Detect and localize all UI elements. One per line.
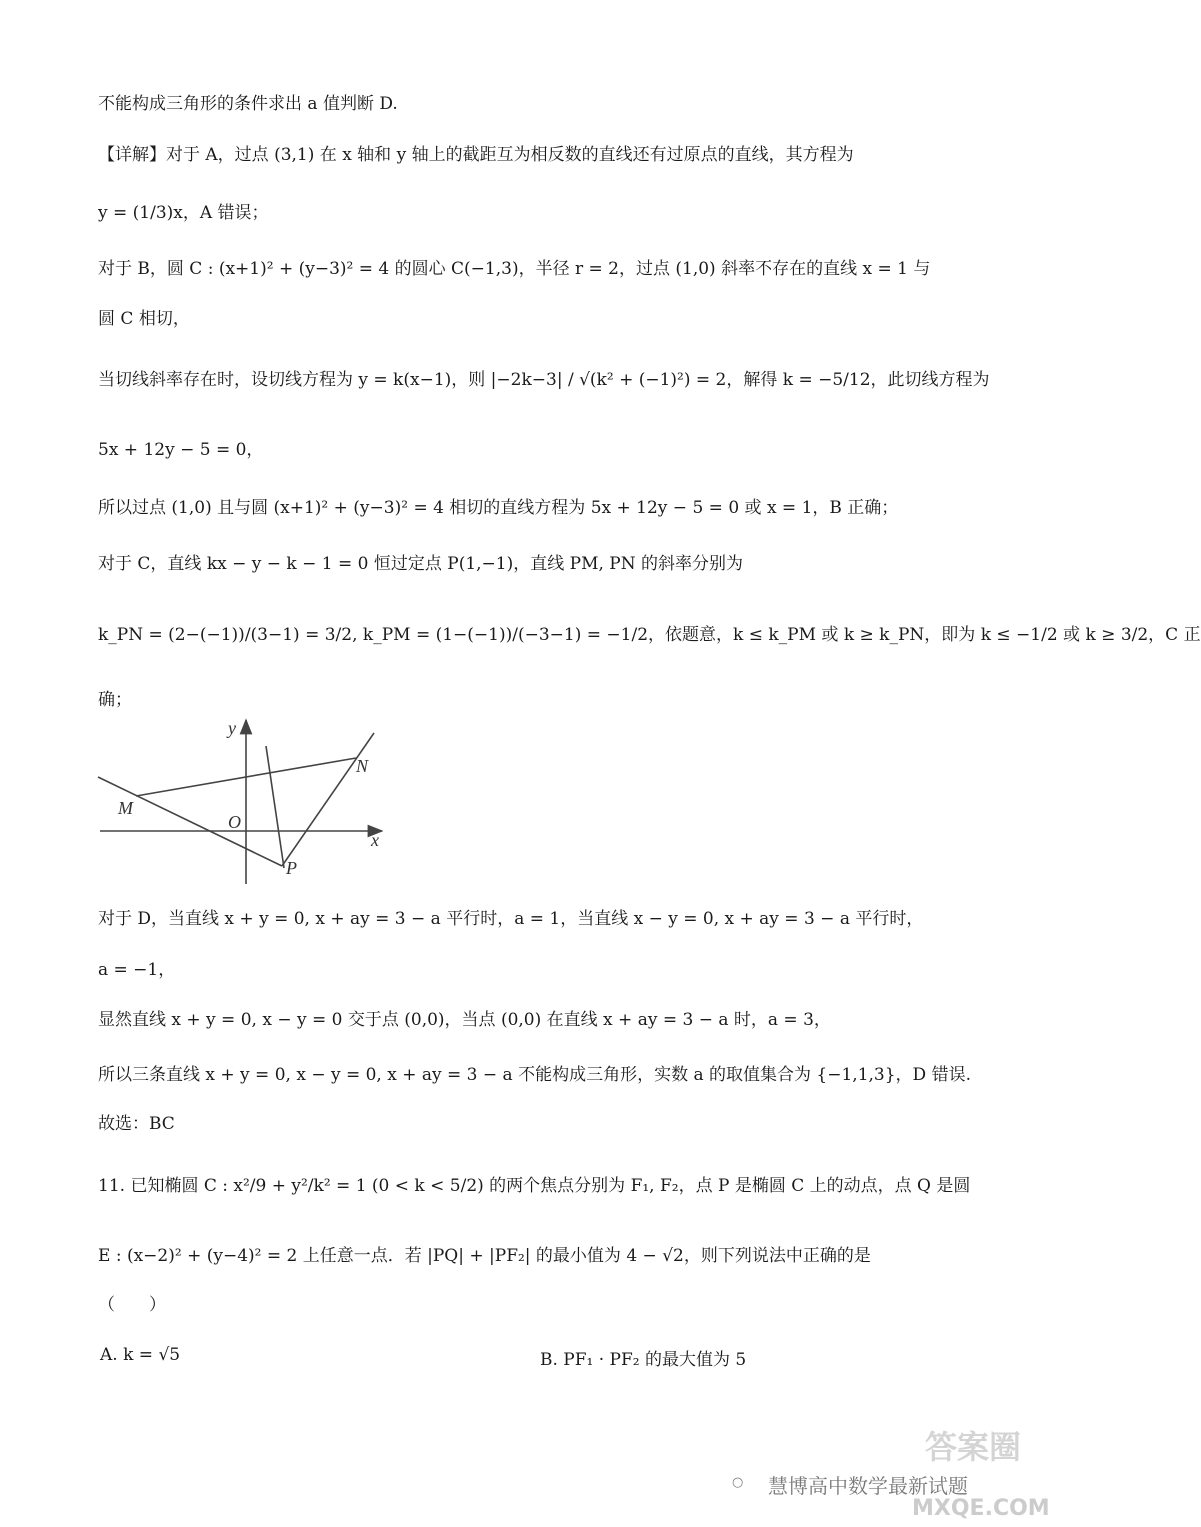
text-line: 所以三条直线 x + y = 0, x − y = 0, x + ay = 3 − a 不能构成三角形，实数 a 的取值集合为 {−1,1,3}，D 错误. <box>98 1065 971 1085</box>
point-m-label: M <box>118 798 133 818</box>
origin-label: O <box>228 812 241 832</box>
choice-b: B. PF₁ · PF₂ 的最大值为 5 <box>540 1350 747 1370</box>
text-line: 对于 C，直线 kx − y − k − 1 = 0 恒过定点 P(1,−1)，直线 PM, PN 的斜率分别为 <box>98 554 744 574</box>
text-line: 5x + 12y − 5 = 0， <box>98 440 264 460</box>
text-line: 显然直线 x + y = 0, x − y = 0 交于点 (0,0)，当点 (0,0) 在直线 x + ay = 3 − a 时，a = 3， <box>98 1010 831 1030</box>
geometry-figure <box>96 716 396 888</box>
steep-line <box>266 746 284 868</box>
wechat-icon: ○ <box>732 1475 744 1490</box>
text-line: 故选：BC <box>98 1114 175 1134</box>
text-line: a = −1， <box>98 960 176 980</box>
text-line: 对于 B，圆 C : (x+1)² + (y−3)² = 4 的圆心 C(−1,3)，半径 r = 2，过点 (1,0) 斜率不存在的直线 x = 1 与 <box>98 259 931 279</box>
text-line: 所以过点 (1,0) 且与圆 (x+1)² + (y−3)² = 4 相切的直线方程为 5x + 12y − 5 = 0 或 x = 1，B 正确； <box>98 498 899 518</box>
watermark-text: 慧博高中数学最新试题 <box>768 1474 968 1498</box>
text-line: 当切线斜率存在时，设切线方程为 y = k(x−1)，则 |−2k−3| / √(k² + (−1)²) = 2，解得 k = −5/12，此切线方程为 <box>98 370 990 390</box>
x-axis-label: x <box>371 830 379 850</box>
text-line: 确； <box>98 690 132 710</box>
watermark-site: MXQE.COM <box>912 1496 1050 1521</box>
text-line: 不能构成三角形的条件求出 a 值判断 D. <box>98 94 398 114</box>
line-through-m <box>98 777 282 866</box>
point-n-label: N <box>356 756 369 776</box>
text-line: 【详解】对于 A，过点 (3,1) 在 x 轴和 y 轴上的截距互为相反数的直线还有过原点的直线，其方程为 <box>98 145 854 165</box>
question-stem-line: 11. 已知椭圆 C : x²/9 + y²/k² = 1 (0 < k < 5/2) 的两个焦点分别为 F₁, F₂，点 P 是椭圆 C 上的动点，点 Q 是圆 <box>98 1176 971 1196</box>
text-line: y = (1/3)x，A 错误； <box>98 203 269 223</box>
point-p-label: P <box>286 858 297 878</box>
choice-a: A. k = √5 <box>100 1345 181 1365</box>
y-axis-label: y <box>228 718 236 738</box>
text-line: 对于 D，当直线 x + y = 0, x + ay = 3 − a 平行时，a = 1，当直线 x − y = 0, x + ay = 3 − a 平行时， <box>98 909 924 929</box>
text-line: 圆 C 相切， <box>98 309 190 329</box>
answer-blank: （ ） <box>98 1295 166 1315</box>
watermark-logo: 答案圈 <box>925 1428 1022 1466</box>
text-line: k_PN = (2−(−1))/(3−1) = 3/2, k_PM = (1−(−1))/(−3−1) = −1/2，依题意，k ≤ k_PM 或 k ≥ k_PN，即为 k ≤ −1/2 或 k ≥ 3/2，C 正 <box>98 625 1201 645</box>
line-pn <box>282 733 374 866</box>
question-stem-line: E : (x−2)² + (y−4)² = 2 上任意一点．若 |PQ| + |PF₂| 的最小值为 4 − √2，则下列说法中正确的是 <box>98 1246 871 1266</box>
